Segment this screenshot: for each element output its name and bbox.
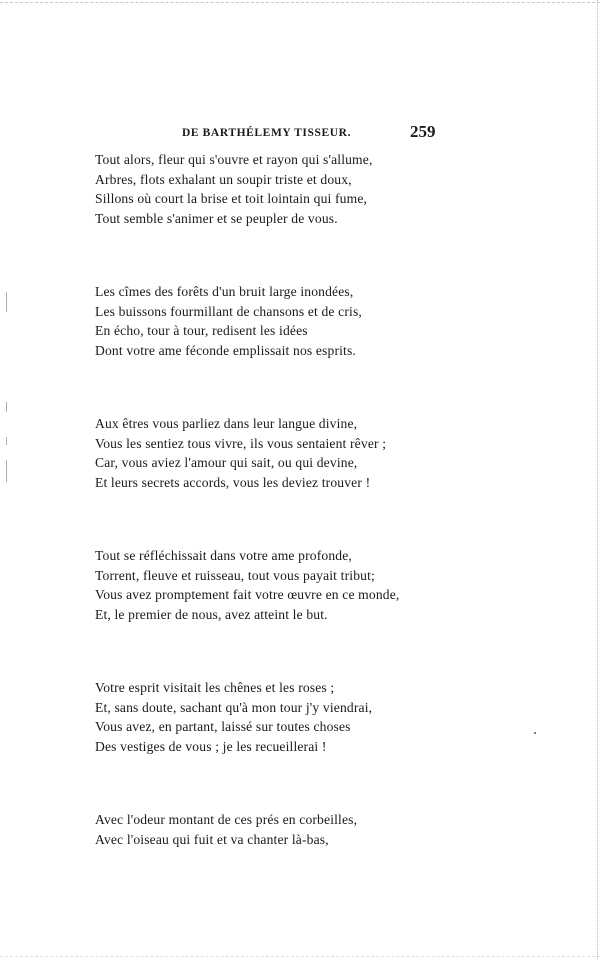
verse-line: Votre esprit visitait les chênes et les roses ; <box>95 680 335 695</box>
verse-line: Car, vous aviez l'amour qui sait, ou qui devine, <box>95 455 358 470</box>
stanza <box>95 282 435 360</box>
margin-mark <box>6 460 7 482</box>
verse-line: Sillons où court la brise et toit lointain qui fume, <box>95 191 368 206</box>
poem <box>95 150 435 903</box>
page-number: 259 <box>410 122 436 141</box>
stanza <box>95 810 435 849</box>
running-head: DE BARTHÉLEMY TISSEUR. <box>182 127 352 139</box>
margin-mark <box>6 292 7 312</box>
scan-bottom-edge <box>0 956 600 957</box>
verse-line: Les buissons fourmillant de chansons et de cris, <box>95 303 362 319</box>
stanza <box>95 414 435 492</box>
verse-line: Dont votre ame féconde emplissait nos esprits. <box>95 342 356 358</box>
verse-line: En écho, tour à tour, redisent les idées <box>95 323 308 338</box>
verse-line: Et, le premier de nous, avez atteint le but. <box>95 606 328 622</box>
scan-top-edge <box>0 2 600 3</box>
stanza <box>95 150 435 228</box>
verse-line: Tout alors, fleur qui s'ouvre et rayon qui s'allume, <box>95 152 373 167</box>
verse-line: Vous avez, en partant, laissé sur toutes choses <box>95 719 351 734</box>
stanza <box>95 546 435 624</box>
verse-line: Arbres, flots exhalant un soupir triste et doux, <box>95 171 352 187</box>
verse-line: Aux êtres vous parliez dans leur langue divine, <box>95 416 358 431</box>
verse-line: Avec l'oiseau qui fuit et va chanter là-bas, <box>95 831 329 847</box>
verse-line: Et leurs secrets accords, vous les deviez trouver ! <box>95 474 371 490</box>
verse-line: Tout semble s'animer et se peupler de vous. <box>95 210 338 226</box>
verse-line: Vous les sentiez tous vivre, ils vous sentaient rêver ; <box>95 435 387 451</box>
scan-right-edge <box>597 0 598 959</box>
verse-line: Des vestiges de vous ; je les recueillerai ! <box>95 738 327 754</box>
verse-line: Et, sans doute, sachant qu'à mon tour j'y viendrai, <box>95 699 373 715</box>
stanza <box>95 678 435 756</box>
verse-line: Torrent, fleuve et ruisseau, tout vous payait tribut; <box>95 567 375 583</box>
margin-mark <box>6 437 7 445</box>
verse-line: Vous avez promptement fait votre œuvre en ce monde, <box>95 587 400 602</box>
verse-line: Tout se réfléchissait dans votre ame profonde, <box>95 548 352 563</box>
margin-mark <box>6 402 7 412</box>
verse-line: Avec l'odeur montant de ces prés en corbeilles, <box>95 812 358 827</box>
scan-speck <box>534 732 536 734</box>
verse-line: Les cîmes des forêts d'un bruit large inondées, <box>95 284 354 299</box>
